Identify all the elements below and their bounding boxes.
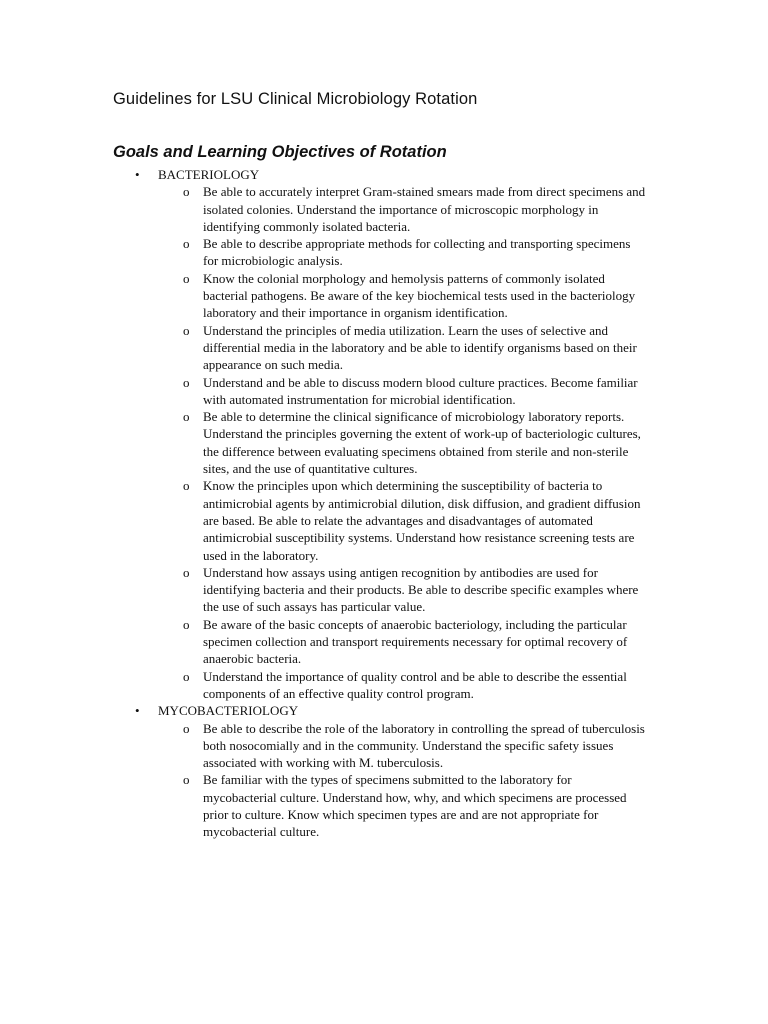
circle-bullet-icon: o (183, 374, 190, 390)
objective-item (158, 616, 646, 668)
objective-text: Be familiar with the types of specimens submitted to the laboratory for mycobacterial culture. Understand how, why, and which specimens are processed prior to culture. Know which specimen types are and are not appropriate for mycobacterial culture. (203, 772, 627, 840)
objective-item (158, 477, 646, 563)
objective-list (158, 183, 768, 702)
objective-text: Be able to describe appropriate methods for collecting and transporting specimens for microbiologic analysis. (203, 236, 631, 269)
circle-bullet-icon: o (183, 236, 190, 252)
objective-text: Understand how assays using antigen recognition by antibodies are used for identifying bacteria and their products. Be able to describe specific examples where the use of such assays has particular value. (203, 564, 639, 615)
document-title: Guidelines for LSU Clinical Microbiology Rotation (113, 90, 478, 108)
objective-item (158, 235, 646, 270)
objective-item (158, 183, 646, 235)
objective-item (158, 771, 646, 840)
topic-item (0, 702, 768, 840)
objective-item (158, 270, 646, 322)
objective-item (158, 668, 646, 703)
objective-text: Be aware of the basic concepts of anaerobic bacteriology, including the particular specimen collection and transport requirements necessary for optimal recovery of anaerobic bacteria. (203, 616, 628, 667)
objective-text: Be able to accurately interpret Gram-stained smears made from direct specimens and isolated colonies. Understand the importance of microscopic morphology in identifying commonly isolated bacteria. (203, 184, 646, 234)
topic-list (0, 166, 768, 841)
bullet-icon: • (135, 703, 140, 719)
circle-bullet-icon: o (183, 720, 190, 736)
circle-bullet-icon: o (183, 409, 190, 425)
bullet-icon: • (135, 167, 140, 182)
objective-text: Understand the principles of media utilization. Learn the uses of selective and differential media in the laboratory and be able to identify organisms based on their appearance on such media. (203, 322, 637, 373)
circle-bullet-icon: o (183, 478, 190, 494)
circle-bullet-icon: o (183, 322, 190, 338)
objective-item (158, 322, 646, 374)
objective-item (158, 408, 646, 477)
objective-text: Be able to determine the clinical significance of microbiology laboratory reports. Understand the principles governing the extent of work-up of bacteriologic cultures, the difference between evaluating specimens obtained from sterile and non-sterile sites, and the use of quantitative cultures. (203, 409, 641, 477)
objective-text: Know the colonial morphology and hemolysis patterns of commonly isolated bacterial pathogens. Be aware of the key biochemical tests used in the bacteriology laboratory and their importance in organism identification. (203, 270, 636, 321)
circle-bullet-icon: o (183, 270, 190, 286)
circle-bullet-icon: o (183, 668, 190, 684)
circle-bullet-icon: o (183, 616, 190, 632)
topic-label: MYCOBACTERIOLOGY (158, 703, 299, 719)
objective-item (158, 720, 646, 772)
objective-text: Understand the importance of quality control and be able to describe the essential components of an effective quality control program. (203, 668, 627, 701)
objective-text: Know the principles upon which determining the susceptibility of bacteria to antimicrobial agents by antimicrobial dilution, disk diffusion, and gradient diffusion are based. Be able to relate the advantages and disadvantages of automated antimicrobial susceptibility systems. Understand how resistance screening tests are used in the laboratory. (203, 478, 641, 563)
topic-item (0, 166, 768, 702)
section-heading: Goals and Learning Objectives of Rotation (113, 143, 447, 161)
objective-item (158, 564, 646, 616)
topic-label: BACTERIOLOGY (158, 167, 260, 182)
circle-bullet-icon: o (183, 564, 190, 580)
circle-bullet-icon: o (183, 772, 190, 788)
objective-text: Be able to describe the role of the laboratory in controlling the spread of tuberculosis both nosocomially and in the community. Understand the specific safety issues associated with working with M. tuberculosis. (203, 720, 645, 771)
objective-item (158, 374, 646, 409)
circle-bullet-icon: o (183, 184, 190, 200)
objective-list (158, 720, 768, 841)
objective-text: Understand and be able to discuss modern blood culture practices. Become familiar with automated instrumentation for microbial identification. (203, 374, 638, 407)
